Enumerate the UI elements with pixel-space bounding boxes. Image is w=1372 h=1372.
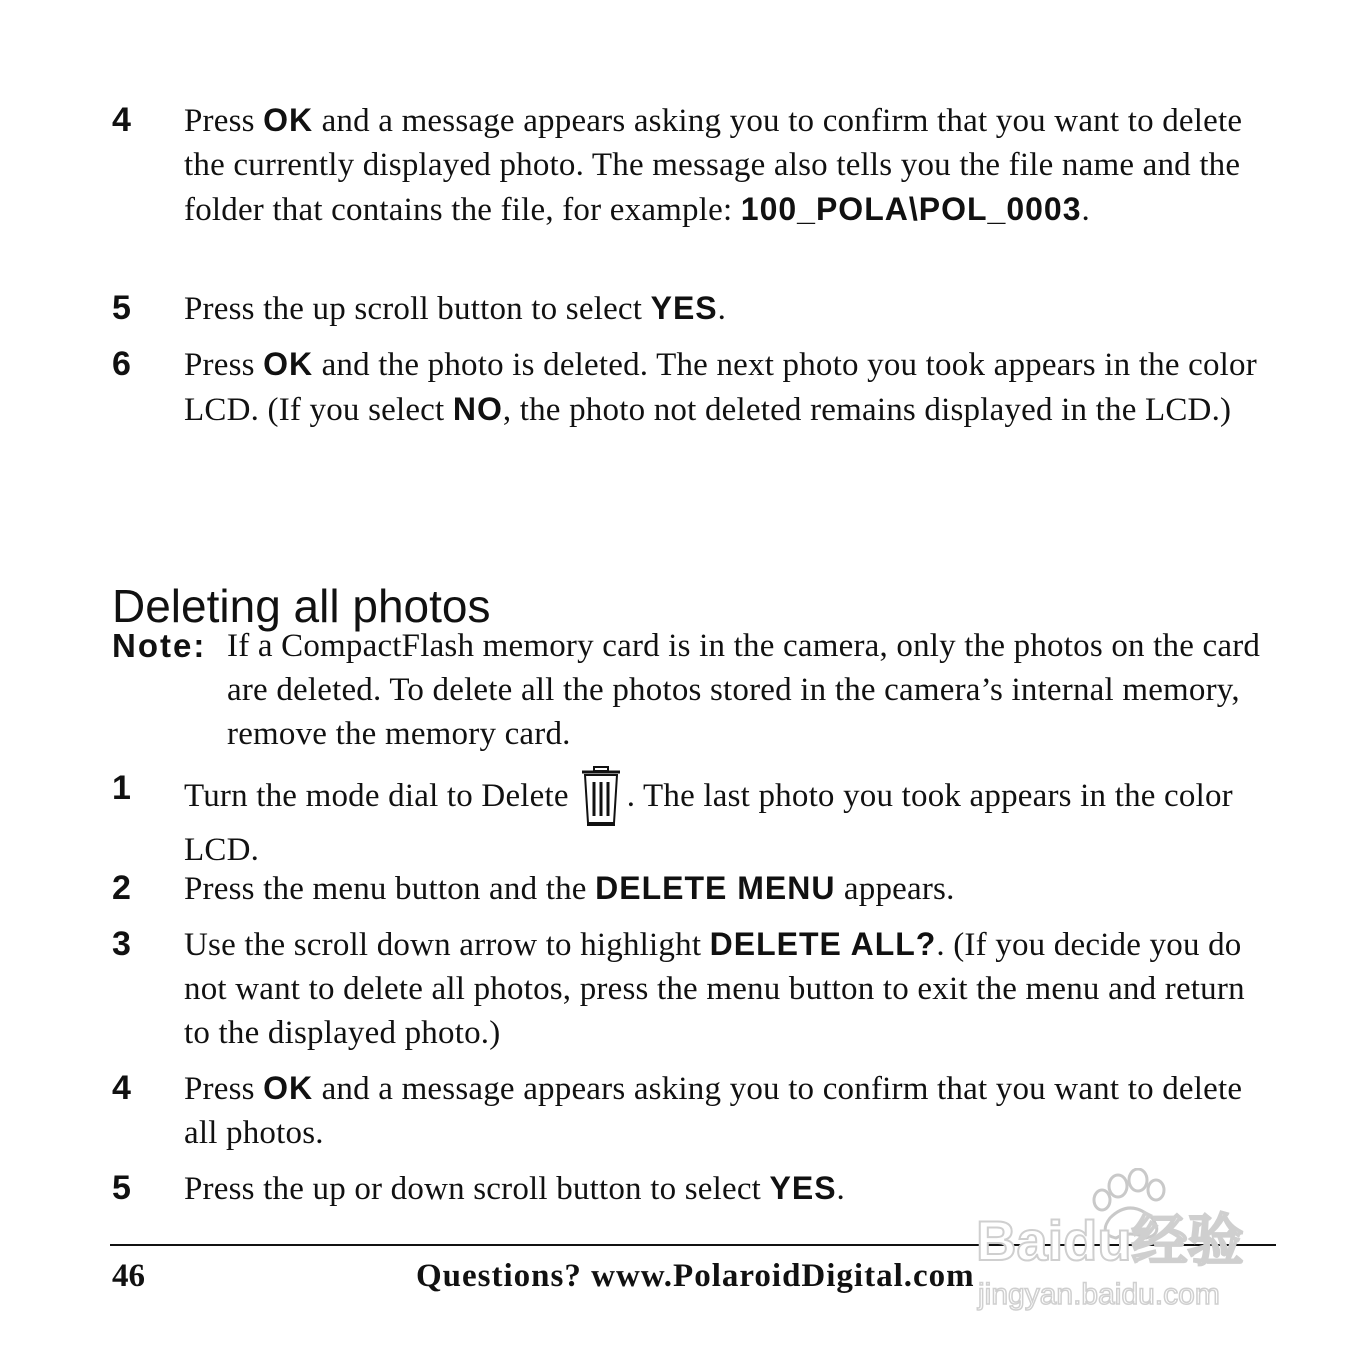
- keyword-delete-menu: DELETE MENU: [595, 870, 836, 906]
- footer-questions: Questions? www.PolaroidDigital.com: [416, 1258, 975, 1294]
- step-text: Press OK and a message appears asking you to confirm that you want to delete all photos.: [184, 1070, 1243, 1151]
- baidu-watermark: [970, 1168, 1290, 1318]
- step-text: Press the up scroll button to select YES.: [184, 290, 727, 327]
- step-text: Press OK and the photo is deleted. The next photo you took appears in the color LCD. (If you select NO, the photo not deleted remains displayed in the LCD.): [184, 346, 1257, 428]
- paw-logo-icon: [970, 1168, 1290, 1318]
- step-number: 1: [112, 769, 131, 807]
- note-label: Note:: [112, 627, 207, 664]
- step-text: Press OK and a message appears asking you to confirm that you want to delete the currently displayed photo. The message also tells you the file name and the folder that contains the file, for example: 100_POLA\POL_0003.: [184, 102, 1243, 228]
- section-heading: Deleting all photos: [112, 580, 491, 633]
- page-number: 46: [112, 1258, 145, 1294]
- file-path: 100_POLA\POL_0003: [740, 191, 1082, 227]
- keyword-no: NO: [452, 391, 503, 427]
- keyword-ok: OK: [263, 102, 314, 138]
- keyword-delete-all: DELETE ALL?: [709, 926, 937, 962]
- step-text: Turn the mode dial to Delete . The last photo you took appears in the color LCD.: [184, 766, 1272, 872]
- keyword-ok: OK: [263, 346, 314, 382]
- step-text: Press the menu button and the DELETE MENU appears.: [184, 870, 955, 907]
- step-number: 6: [112, 345, 131, 383]
- step-text: Use the scroll down arrow to highlight DELETE ALL?. (If you decide you do not want to delete all photos, press the menu button to exit the menu and return to the displayed photo.): [184, 926, 1245, 1051]
- note-text: If a CompactFlash memory card is in the camera, only the photos on the card are deleted. To delete all the photos stored in the camera’s internal memory, remove the memory card.: [227, 628, 1261, 752]
- trash-can-icon: [579, 766, 623, 828]
- keyword-ok: OK: [263, 1070, 314, 1106]
- step-number: 4: [112, 101, 131, 139]
- keyword-yes: YES: [769, 1170, 837, 1206]
- svg-text:Baidu经验: Baidu经验: [976, 1209, 1244, 1272]
- keyword-yes: YES: [650, 290, 718, 326]
- step-number: 5: [112, 289, 131, 327]
- step-number: 4: [112, 1069, 131, 1107]
- step-number: 5: [112, 1169, 131, 1207]
- svg-text:jingyan.baidu.com: jingyan.baidu.com: [978, 1278, 1220, 1311]
- step-text: Press the up or down scroll button to select YES.: [184, 1170, 845, 1207]
- step-number: 3: [112, 925, 131, 963]
- step-number: 2: [112, 869, 131, 907]
